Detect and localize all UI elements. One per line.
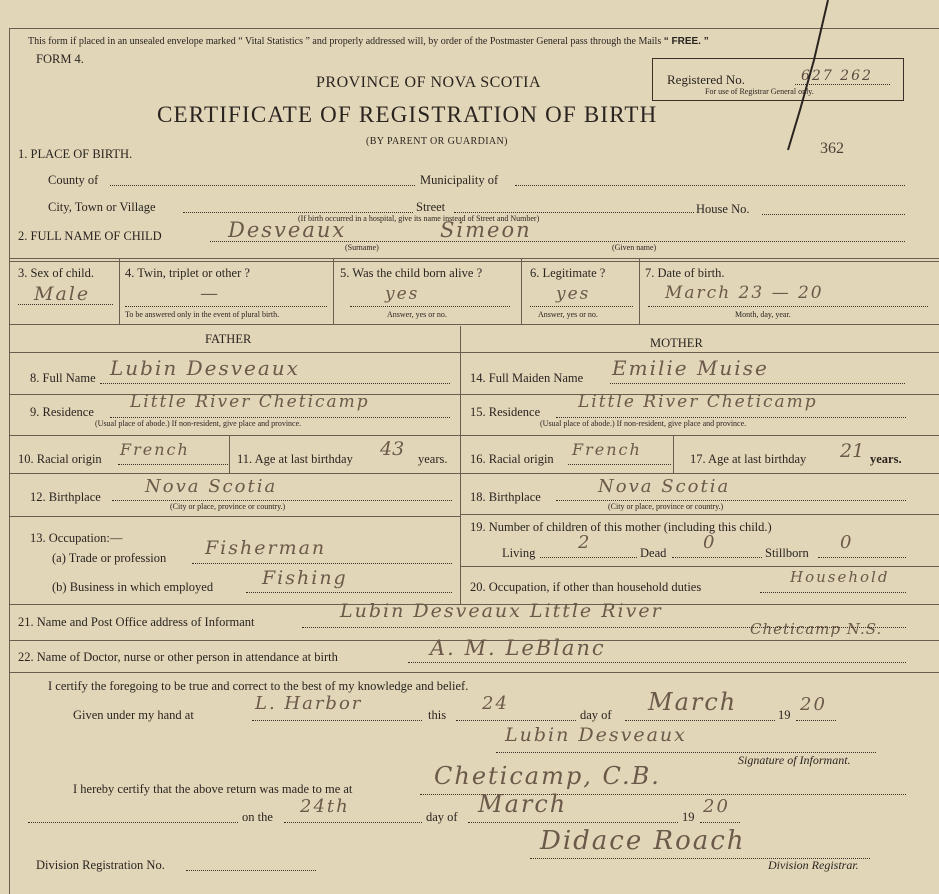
father-residence-label: 9. Residence	[30, 405, 94, 419]
father-residence-dotline	[110, 417, 450, 418]
mother-children-label: 19. Number of children of this mother (including this child.)	[470, 520, 772, 534]
dob-label: 7. Date of birth.	[645, 266, 725, 280]
street-dotline	[454, 212, 694, 213]
month-dotline	[625, 720, 775, 721]
this-value: 24	[482, 693, 509, 714]
return-text: I hereby certify that the above return was made to me at	[73, 782, 353, 796]
doctor-rule	[10, 672, 939, 673]
mother-name-dotline	[610, 383, 905, 384]
mother-residence-label: 15. Residence	[470, 405, 541, 419]
mother-racial-label: 16. Racial origin	[470, 452, 554, 466]
postal-notice: This form if placed in an unsealed envelope marked “ Vital Statistics ” and properly addressed will, by order of the Postmaster General pass through the Mails “ FREE. ”	[28, 36, 709, 47]
given-label: Given under my hand at	[73, 708, 194, 722]
mother-row-rule-2	[460, 435, 939, 436]
legit-value: yes	[556, 284, 591, 304]
page-subtitle: (BY PARENT OR GUARDIAN)	[366, 136, 508, 147]
grid-top-rule-2	[10, 261, 939, 262]
mother-birthplace-dotline	[556, 500, 906, 501]
father-heading-rule	[10, 352, 460, 353]
child-surname: Desveaux	[228, 218, 347, 242]
father-trade-label: (a) Trade or profession	[52, 551, 167, 565]
year2-prefix: 19	[682, 810, 695, 824]
father-business-dotline	[246, 592, 452, 593]
form-number: FORM 4.	[36, 52, 84, 66]
place-of-birth-label: 1. PLACE OF BIRTH.	[18, 147, 133, 161]
sex-dotline	[18, 304, 113, 305]
division-registration-label: Division Registration No.	[36, 858, 165, 872]
mother-stillborn-dotline	[818, 557, 906, 558]
informant-signature: Lubin Desveaux	[505, 724, 687, 746]
doctor-value: A. M. LeBlanc	[430, 636, 606, 660]
father-birthplace-label: 12. Birthplace	[30, 490, 101, 504]
city-label: City, Town or Village	[48, 200, 156, 214]
on-the-lead-dotline	[28, 822, 238, 823]
alive-value: yes	[385, 284, 420, 304]
pen-stroke-mark	[760, 0, 840, 160]
dob-note: Month, day, year.	[735, 310, 791, 319]
full-name-label: 2. FULL NAME OF CHILD	[18, 229, 162, 243]
informant-value-2: Cheticamp N.S.	[750, 620, 883, 638]
month-value: March	[648, 688, 738, 716]
year-dotline	[796, 720, 836, 721]
father-birthplace-value: Nova Scotia	[145, 476, 278, 497]
father-racial-label: 10. Racial origin	[18, 452, 102, 466]
grid-divider-2	[333, 258, 334, 324]
registered-label: Registered No.	[667, 72, 745, 87]
on-the-label: on the	[242, 810, 273, 824]
father-trade-dotline	[192, 563, 452, 564]
mother-row-rule-4	[460, 514, 939, 515]
house-label: House No.	[696, 202, 750, 216]
hospital-note: (If birth occurred in a hospital, give its name instead of Street and Number)	[298, 214, 540, 223]
mother-residence-dotline	[556, 417, 906, 418]
twin-note: To be answered only in the event of plural birth.	[125, 310, 280, 319]
mother-age-label: 17. Age at last birthday	[690, 452, 807, 466]
alive-note: Answer, yes or no.	[387, 310, 447, 319]
certify-text: I certify the foregoing to be true and correct to the best of my knowledge and belief.	[48, 679, 469, 693]
mother-racial-dotline	[568, 464, 671, 465]
month2-dotline	[468, 822, 678, 823]
mother-heading-rule	[460, 352, 939, 353]
father-birthplace-note: (City or place, province or country.)	[170, 502, 286, 511]
twin-dotline	[125, 306, 327, 307]
mother-living-value: 2	[578, 532, 592, 553]
mother-living-dotline	[540, 557, 637, 558]
father-name-value: Lubin Desveaux	[110, 356, 300, 380]
alive-label: 5. Was the child born alive ?	[340, 266, 483, 280]
father-business-value: Fishing	[262, 567, 348, 589]
father-business-label: (b) Business in which employed	[52, 580, 214, 594]
city-dotline	[183, 212, 413, 213]
province-heading: PROVINCE OF NOVA SCOTIA	[316, 74, 542, 91]
return-place: Cheticamp, C.B.	[434, 762, 661, 790]
mother-occupation-value: Household	[790, 568, 890, 586]
on-the-dotline	[284, 822, 422, 823]
street-label: Street	[416, 200, 446, 214]
father-birthplace-dotline	[112, 500, 452, 501]
father-age-divider	[229, 436, 230, 473]
father-heading: FATHER	[205, 332, 252, 346]
grid-divider-1	[119, 258, 120, 324]
father-trade-value: Fisherman	[205, 537, 327, 559]
given-place: L. Harbor	[255, 693, 363, 714]
alive-dotline	[350, 306, 510, 307]
mother-name-value: Emilie Muise	[612, 356, 769, 380]
mother-dead-label: Dead	[640, 546, 667, 560]
mother-dead-dotline	[672, 557, 762, 558]
father-residence-note: (Usual place of abode.) If non-resident, give place and province.	[95, 419, 302, 428]
registrar-caption: Division Registrar.	[768, 858, 859, 872]
twin-label: 4. Twin, triplet or other ?	[125, 266, 250, 280]
mother-name-label: 14. Full Maiden Name	[470, 371, 584, 385]
mother-stillborn-label: Stillborn	[765, 546, 809, 560]
mother-birthplace-note: (City or place, province or country.)	[608, 502, 724, 511]
registrar-note: For use of Registrar General only.	[705, 87, 814, 96]
mother-age-unit: years.	[870, 452, 902, 466]
doctor-label: 22. Name of Doctor, nurse or other person in attendance at birth	[18, 650, 338, 664]
grid-divider-4	[639, 258, 640, 324]
municipality-label: Municipality of	[420, 173, 499, 187]
father-row-rule-2	[10, 435, 460, 436]
dob-value: March 23 — 20	[665, 283, 824, 303]
year2-dotline	[700, 822, 740, 823]
father-racial-value: French	[120, 440, 190, 459]
grid-top-rule	[10, 258, 939, 259]
mother-racial-value: French	[572, 440, 642, 459]
father-residence-value: Little River Cheticamp	[130, 392, 370, 412]
father-occupation-label: 13. Occupation:—	[30, 531, 123, 545]
father-age-label: 11. Age at last birthday	[237, 452, 353, 466]
mother-living-label: Living	[502, 546, 536, 560]
page-title: CERTIFICATE OF REGISTRATION OF BIRTH	[157, 102, 658, 127]
given-place-dotline	[252, 720, 422, 721]
year-value: 20	[800, 694, 827, 715]
informant-dotline	[302, 627, 906, 628]
mother-row-rule-3	[460, 473, 939, 474]
mother-occupation-label: 20. Occupation, if other than household duties	[470, 580, 702, 594]
grid-divider-3	[521, 258, 522, 324]
mother-birthplace-value: Nova Scotia	[598, 476, 731, 497]
sex-label: 3. Sex of child.	[18, 266, 95, 280]
mother-row-rule-5	[460, 566, 939, 567]
year2-value: 20	[703, 796, 730, 817]
legit-note: Answer, yes or no.	[538, 310, 598, 319]
this-label: this	[428, 708, 447, 722]
child-given-name: Simeon	[440, 218, 532, 242]
mother-heading: MOTHER	[650, 336, 703, 350]
registered-value: 627 262	[801, 68, 873, 84]
twin-value: —	[200, 283, 220, 304]
father-row-rule-4	[10, 516, 460, 517]
father-row-rule-3	[10, 473, 460, 474]
father-age-unit: years.	[418, 452, 448, 466]
mother-age-divider	[673, 436, 674, 473]
mother-dead-value: 0	[703, 532, 717, 553]
legit-dotline	[530, 306, 633, 307]
dob-dotline	[648, 306, 928, 307]
father-name-dotline	[100, 383, 450, 384]
parents-divider	[460, 326, 461, 604]
county-label: County of	[48, 173, 99, 187]
grid-bottom-rule	[10, 324, 939, 325]
day-of2-label: day of	[426, 810, 458, 824]
father-age-value: 43	[380, 438, 405, 460]
county-dotline	[110, 185, 415, 186]
house-dotline	[762, 214, 905, 215]
on-the-value: 24th	[300, 796, 350, 817]
mother-age-value: 21	[840, 440, 865, 462]
father-name-label: 8. Full Name	[30, 371, 96, 385]
municipality-dotline	[515, 185, 905, 186]
father-racial-dotline	[118, 464, 228, 465]
signature-caption: Signature of Informant.	[738, 753, 851, 767]
division-registration-dotline	[186, 870, 316, 871]
doctor-dotline	[408, 662, 906, 663]
left-margin-rule	[9, 28, 10, 894]
informant-label: 21. Name and Post Office address of Informant	[18, 615, 255, 629]
mother-residence-value: Little River Cheticamp	[578, 392, 818, 412]
sex-value: Male	[34, 283, 91, 305]
given-caption: (Given name)	[612, 243, 657, 252]
surname-caption: (Surname)	[345, 243, 379, 252]
mother-occupation-dotline	[760, 592, 906, 593]
informant-value: Lubin Desveaux Little River	[340, 600, 663, 622]
registrar-signature: Didace Roach	[540, 826, 746, 856]
year-prefix: 19	[778, 708, 791, 722]
legit-label: 6. Legitimate ?	[530, 266, 606, 280]
mother-birthplace-label: 18. Birthplace	[470, 490, 541, 504]
this-dotline	[456, 720, 576, 721]
corner-number: 362	[820, 140, 844, 157]
month2-value: March	[478, 790, 568, 818]
mother-residence-note: (Usual place of abode.) If non-resident, give place and province.	[540, 419, 747, 428]
mother-stillborn-value: 0	[840, 532, 854, 553]
day-of-label: day of	[580, 708, 612, 722]
